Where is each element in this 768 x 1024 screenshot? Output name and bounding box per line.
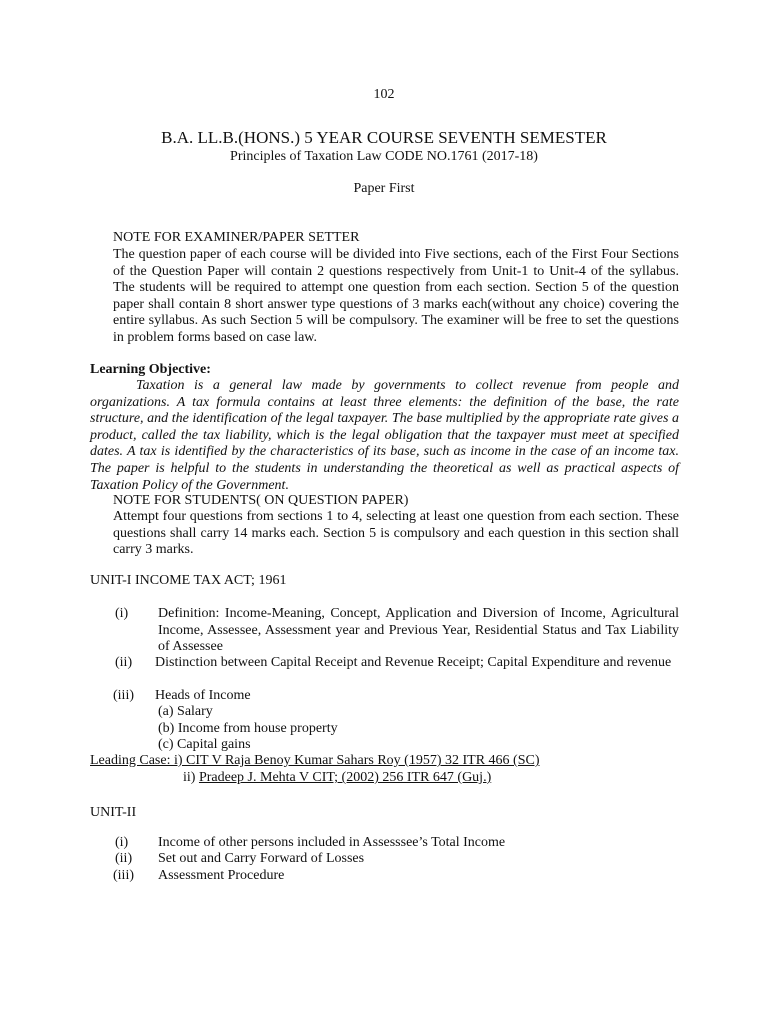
note-students-heading: NOTE FOR STUDENTS( ON QUESTION PAPER)	[113, 493, 409, 508]
unit1-heading: UNIT-I INCOME TAX ACT; 1961	[90, 573, 287, 588]
unit2-heading: UNIT-II	[90, 805, 137, 820]
unit1-item-text: Heads of Income	[155, 688, 251, 703]
leading-case-1: i) CIT V Raja Benoy Kumar Sahars Roy (1957) 32 ITR 466 (SC)	[173, 753, 540, 768]
unit1-item-text: Distinction between Capital Receipt and Revenue Receipt; Capital Expenditure and revenue	[155, 655, 672, 670]
unit1-item-number: (i)	[115, 606, 129, 621]
unit1-item-number: (ii)	[115, 655, 133, 670]
unit2-item-text: Income of other persons included in Assesssee’s Total Income	[158, 835, 506, 850]
unit2-item-number: (i)	[115, 835, 129, 850]
learning-objective-body: Taxation is a general law made by governments to collect revenue from people and organizations. A tax formula contains at least three elements: the definition of the base, the rate structure, and the identification of the legal taxpayer. The base multiplied by the appropriate rate gives a product, called the tax liability, which is the legal obligation that the taxpayer must meet at specified dates. A tax is identified by the characteristics of its base, such as income in the case of an income tax. The paper is helpful to the students in understanding the theoretical as well as practical aspects of Taxation Policy of the Government.	[90, 378, 679, 493]
unit2-item-number: (iii)	[113, 868, 134, 883]
unit2-item-text: Assessment Procedure	[158, 868, 285, 883]
unit1-item-text: Definition: Income-Meaning, Concept, Application and Diversion of Income, Agricultural Income, Assessee, Assessment year and Previous Year, Residential Status and Tax Liability of Assessee	[158, 606, 679, 655]
paper-label: Paper First	[353, 181, 415, 196]
course-title: B.A. LL.B.(HONS.) 5 YEAR COURSE SEVENTH SEMESTER	[161, 128, 607, 147]
unit1-sub-item: (c) Capital gains	[158, 737, 251, 752]
unit2-item-number: (ii)	[115, 851, 133, 866]
leading-case-2: Pradeep J. Mehta V CIT; (2002) 256 ITR 647 (Guj.)	[198, 770, 492, 785]
note-examiner-body: The question paper of each course will be divided into Five sections, each of the First Four Sections of the Question Paper will contain 2 questions respectively from Unit-1 to Unit-4 of the syllabus. The students will be required to attempt one question from each section. Section 5 of the question paper shall contain 8 short answer type questions of 3 marks each(without any choice) covering the entire syllabus. As such Section 5 will be compulsory. The examiner will be free to set the questions in problem forms based on case law.	[113, 247, 679, 345]
unit1-sub-item: (b) Income from house property	[158, 721, 338, 736]
unit2-item-text: Set out and Carry Forward of Losses	[158, 851, 365, 866]
leading-case-line	[90, 753, 540, 769]
note-examiner-heading: NOTE FOR EXAMINER/PAPER SETTER	[113, 230, 360, 245]
leading-case-line-2	[183, 770, 491, 786]
unit1-item-number: (iii)	[113, 688, 134, 703]
note-students-body: Attempt four questions from sections 1 to 4, selecting at least one question from each section. These questions shall carry 14 marks each. Section 5 is compulsory and each question in this section shall carry 3 marks.	[113, 509, 679, 558]
learning-objective-heading: Learning Objective:	[90, 362, 211, 377]
leading-case-2-prefix: ii)	[183, 770, 196, 785]
page-number: 102	[373, 87, 395, 102]
leading-case-label: Leading Case:	[90, 753, 171, 768]
unit1-sub-item: (a) Salary	[158, 704, 213, 719]
course-subtitle: Principles of Taxation Law CODE NO.1761 (2017-18)	[230, 149, 538, 164]
